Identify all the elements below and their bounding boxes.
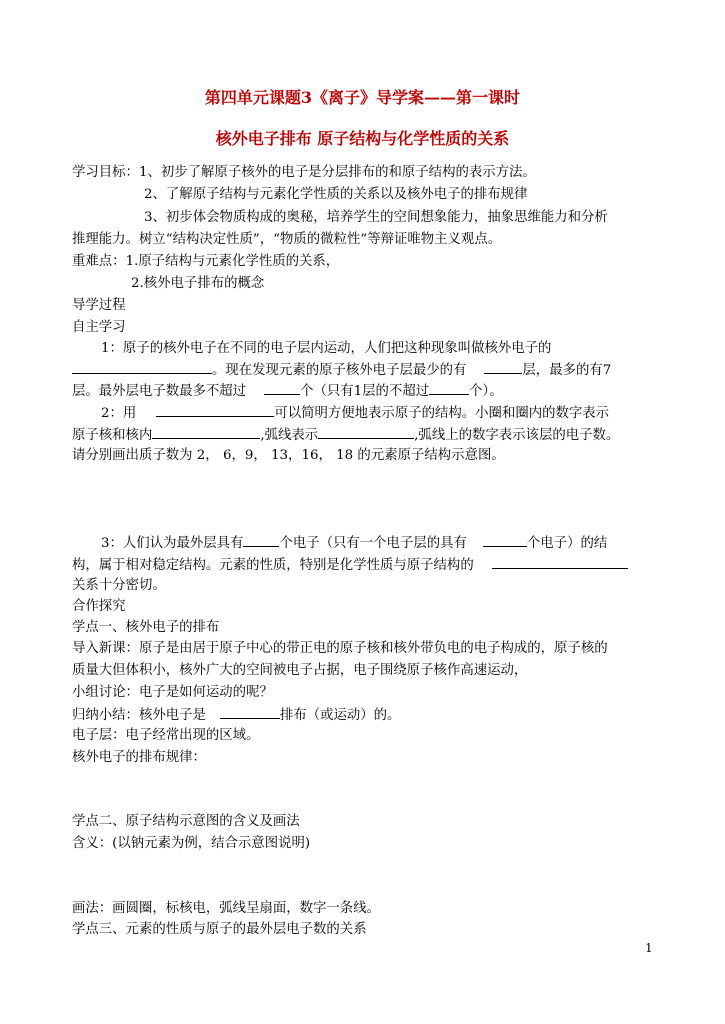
answer-blank[interactable] xyxy=(156,403,274,417)
question-2-line-3: 请分别画出质子数为 2， 6，9， 13，16， 18 的元素原子结构示意图。 xyxy=(72,448,505,463)
question-1-line-1: 1：原子的核外电子在不同的电子层内运动，人们把这种现象叫做核外电子的 xyxy=(101,341,552,356)
key-points-label: 重难点： xyxy=(72,254,126,269)
question-1-text-c: 层，最多的有7 xyxy=(522,363,612,378)
group-discussion: 小组讨论：电子是如何运动的呢？ xyxy=(72,685,273,700)
answer-blank[interactable] xyxy=(483,533,527,547)
question-2-text-d: ,弧线表示 xyxy=(260,428,319,443)
question-1-text-d: 层。最外层电子数最多不超过 xyxy=(72,384,247,399)
document-subtitle: 核外电子排布 原子结构与化学性质的关系 xyxy=(215,129,510,148)
question-2-line-2 xyxy=(72,425,619,445)
arrangement-rule: 核外电子的排布规律： xyxy=(72,750,206,765)
electron-shell-definition: 电子层：电子经常出现的区域。 xyxy=(72,728,260,743)
answer-blank[interactable] xyxy=(318,425,414,439)
answer-blank[interactable] xyxy=(264,381,300,395)
question-2-text-a: 2：用 xyxy=(101,406,137,421)
question-1-line-2 xyxy=(72,360,611,380)
point-3-heading: 学点三、元素的性质与原子的最外层电子数的关系 xyxy=(72,922,367,937)
cooperative-heading: 合作探究 xyxy=(72,599,126,614)
key-points-line-1 xyxy=(72,253,339,271)
point-2-heading: 学点二、原子结构示意图的含义及画法 xyxy=(72,814,300,829)
key-point-item-2: 2.核外电子排布的概念 xyxy=(131,276,265,291)
question-1-line-3 xyxy=(72,381,503,401)
question-3-text-b: 个电子（只有一个电子层的具有 xyxy=(279,536,467,551)
question-1-text-f: 个）。 xyxy=(469,384,503,399)
question-2-line-1 xyxy=(101,403,609,423)
intro-line-2: 质量大但体积小，核外广大的空间被电子占据，电子围绕原子核作高速运动， xyxy=(72,663,528,678)
answer-blank[interactable] xyxy=(492,555,628,569)
answer-blank[interactable] xyxy=(220,705,280,719)
process-heading: 导学过程 xyxy=(72,298,126,313)
question-2-text-e: ,弧线上的数字表示该层的电子数。 xyxy=(414,428,620,443)
summary-text-a: 归纳小结：核外电子是 xyxy=(72,708,206,723)
question-2-text-b: 可以简明方便地表示原子的结构。小圈和圈内的数字表示 xyxy=(274,406,610,421)
summary-line xyxy=(72,705,400,725)
objective-item-1: 1、初步了解原子核外的电子是分层排布的和原子结构的表示方法。 xyxy=(138,165,536,180)
objectives-line-1 xyxy=(72,164,536,182)
meaning-line: 含义：(以钠元素为例，结合示意图说明) xyxy=(72,836,311,851)
objective-item-3b: 推理能力。树立“结构决定性质”，“物质的微粒性”等辩证唯物主义观点。 xyxy=(72,232,502,247)
question-3-text-c: 个电子）的结 xyxy=(526,536,608,551)
summary-text-b: 排布（或运动）的。 xyxy=(279,708,401,723)
objective-item-2: 2、了解原子结构与元素化学性质的关系以及核外电子的排布规律 xyxy=(144,187,528,202)
key-point-item-1: 1.原子结构与元素化学性质的关系， xyxy=(125,254,340,269)
point-1-heading: 学点一、核外电子的排布 xyxy=(72,620,220,635)
objective-item-3a: 3、初步体会物质构成的奥秘，培养学生的空间想象能力，抽象思维能力和分析 xyxy=(144,210,608,225)
answer-blank[interactable] xyxy=(72,360,212,374)
answer-blank[interactable] xyxy=(243,533,279,547)
question-3-line-1 xyxy=(101,533,607,553)
self-study-heading: 自主学习 xyxy=(72,320,126,335)
intro-line-1: 导入新课：原子是由居于原子中心的带正电的原子核和核外带负电的电子构成的，原子核的 xyxy=(72,641,608,656)
page-number: 1 xyxy=(645,941,653,955)
question-1-text-b: 。现在发现元素的原子核外电子层最少的有 xyxy=(212,363,467,378)
answer-blank[interactable] xyxy=(152,425,260,439)
question-3-line-2 xyxy=(72,555,628,575)
question-2-text-c: 原子核和核内 xyxy=(72,428,153,443)
question-1-text-e: 个（只有1层的不超过 xyxy=(300,384,430,399)
document-title: 第四单元课题3《离子》导学案——第一课时 xyxy=(204,88,521,107)
question-3-line-3: 关系十分密切。 xyxy=(72,578,166,593)
answer-blank[interactable] xyxy=(484,360,522,374)
question-3-text-d: 构，属于相对稳定结构。元素的性质，特别是化学性质与原子结构的 xyxy=(72,558,474,573)
question-3-text-a: 3：人们认为最外层具有 xyxy=(101,536,244,551)
answer-blank[interactable] xyxy=(429,381,469,395)
drawing-method-line: 画法：画圆圈，标核电，弧线呈扇面，数字一条线。 xyxy=(72,901,380,916)
objectives-label: 学习目标： xyxy=(72,165,139,180)
